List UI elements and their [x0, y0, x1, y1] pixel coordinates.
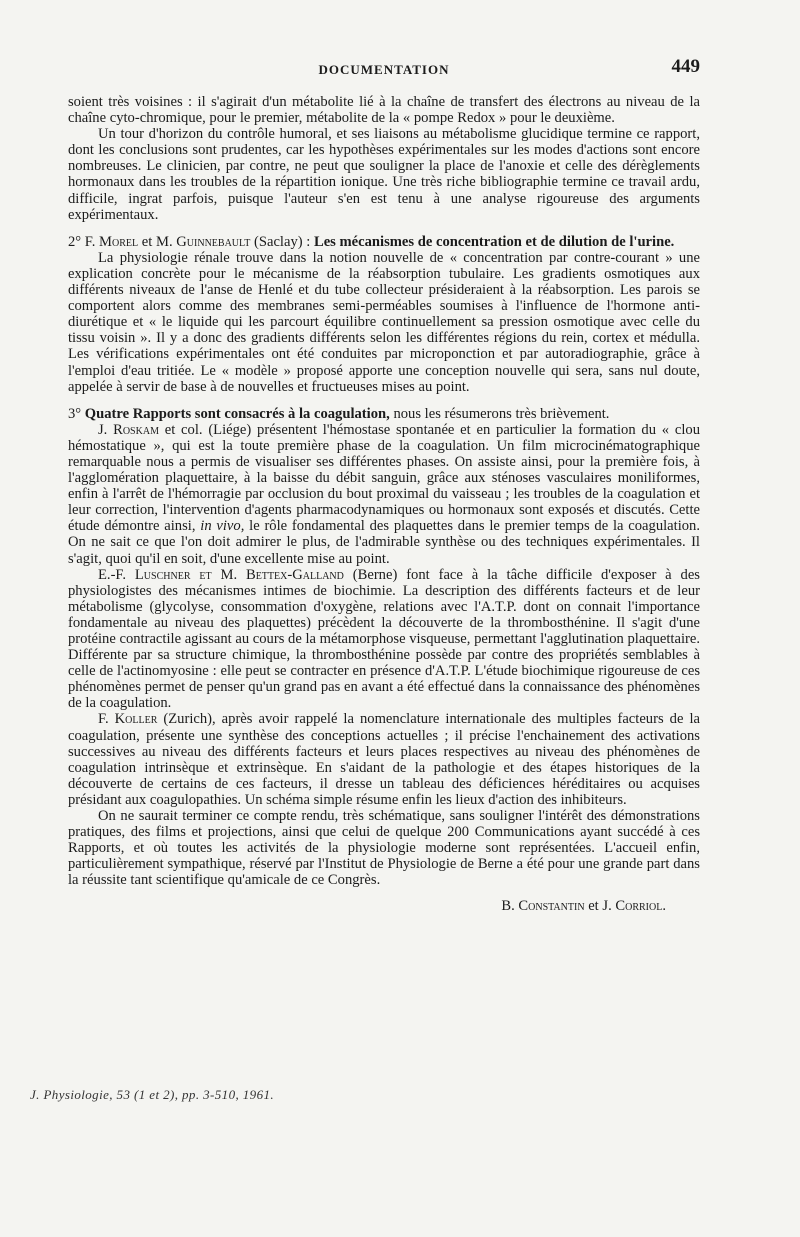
paragraph-humoral-control: Un tour d'horizon du contrôle humoral, et ses liaisons au métabolisme glucidique termine ce rapport, dont les conclusions sont prudentes, car les hypothèses expérimentales sur les modes d'actions sont encore nombreuses. Le clinicien, par contre, ne peut que souligner la place de l'anoxie et celle des dérèglements hormonaux dans les troubles de la répartition ionique. Une très riche bibliographie termine ce travail ardu, difficile, ingrat parfois, puisque l'auteur s'en est tenu à une analyse rigoureuse des arguments expérimentaux.: [68, 126, 700, 223]
author-name: F. Morel: [84, 233, 139, 250]
paragraph-continuation: soient très voisines : il s'agirait d'un métabolite lié à la chaîne de transfert des électrons au niveau de la chaîne cyto-chromique, pour le premier, métabolite de la « pompe Redox » pour le deuxième.: [68, 94, 700, 127]
section-heading-3: [68, 406, 700, 422]
section-heading-2: 2° F. Morel et M. Guinnebault (Saclay) : Les mécanismes de concentration et de dilution de l'urine.: [68, 233, 675, 250]
running-header: [68, 54, 700, 94]
author-name: F. Koller: [98, 711, 158, 728]
journal-reference: J. Physiologie, 53 (1 et 2), pp. 3-510, 1961.: [30, 1087, 275, 1102]
section-number: 3°: [68, 405, 82, 422]
paragraph-roskam: J. Roskam et col. (Liége) présentent l'hémostase spontanée et en particulier la formation du « clou hémostatique », qui est la toute première phase de la coagulation. Un film microcinématographique remarquable nous a permis de visualiser ses différentes phases. On assiste ainsi, pour la première fois, à l'agglomération plaquettaire, à la baisse du débit sanguin, grâce aux sténoses vasculaires moniliformes, enfin à l'arrêt de l'hémorragie par occlusion du bout proximal du vaisseau ; les troubles de la coagulation et leur correction, l'intervention d'agents pharmacodynamiques ou hormonaux sont exposés et discutés. Cette étude démontre ainsi, in vivo, le rôle fondamental des plaquettes dans le premier temps de la coagulation. On ne sait ce que l'on doit admirer le plus, de l'admirable synthèse ou des techniques expérimentales. Il s'agit, quoi qu'il en soit, d'une excellente mise au point.: [68, 421, 700, 567]
section-number: 2°: [68, 233, 82, 250]
paragraph-koller: F. Koller (Zurich), après avoir rappelé la nomenclature internationale des multiples facteurs de la coagulation, présente une synthèse des conceptions actuelles ; il précise l'enchainement des activations successives au niveau des différents facteurs et leurs places respectives au niveau des phénomènes de coagulation intrinsèque et extrinsèque. En s'aidant de la pathologie et des étapes historiques de la découverte de certains de ces facteurs, il dresse un tableau des déficiences héréditaires ou acquises présidant aux coagulopathies. Un schéma simple résume enfin les lieux d'action des inhibiteurs.: [68, 711, 700, 808]
paragraph-conclusion: On ne saurait terminer ce compte rendu, très schématique, sans souligner l'intérêt des démonstrations pratiques, des films et projections, ainsi que celui de quelque 200 Communications ayant succédé à ces Rapports, et où toutes les activités de la physiologie moderne sont représentées. L'accueil enfin, particulièrement sympathique, réservé par l'Institut de Physiologie de Berne a été pour une grande part dans la réussite tant scientifique qu'amicale de ce Congrès.: [68, 808, 700, 889]
section-intro: nous les résumerons très brièvement.: [393, 405, 610, 422]
author-name: J. Roskam: [98, 421, 159, 438]
signature: B. Constantin et J. Corriol.: [501, 897, 666, 914]
paragraph-renal-physiology: La physiologie rénale trouve dans la notion nouvelle de « concentration par contre-courant » une explication concrète pour le mécanisme de la réabsorption tubulaire. Les gradients osmotiques aux différents niveaux de l'anse de Henlé et du tube collecteur présideraient à la réabsorption. Les parois se comportent alors comme des membranes semi-perméables soumises à l'influence de l'hormone anti-diurétique et « le liquide qui les parcourt équilibre continuellement sa pression osmotique avec celle du tissu voisin ». Il y a donc des gradients différents selon les différentes régions du rein, cortex et médulla. Les vérifications expérimentales ont été conduites par microponction et par autoradiographie, grâce à l'emploi d'eau tritiée. Le « modèle » proposé apporte une conception nouvelle qui sera, sans nul doute, appelée à servir de base à de nouvelles et fructueuses mises au point.: [68, 249, 700, 395]
author-name: M. Guinnebault: [156, 233, 251, 250]
running-title: DOCUMENTATION: [318, 62, 450, 77]
document-page: [68, 54, 700, 915]
affiliation: (Saclay) :: [253, 233, 311, 250]
author-name: B. Constantin: [501, 897, 585, 914]
author-name: E.-F. Luschner et M. Bettex-Galland: [98, 566, 344, 583]
paragraph-luschner: E.-F. Luschner et M. Bettex-Galland (Berne) font face à la tâche difficile d'exposer à des physiologistes des mécanismes intimes de biochimie. La description des différents facteurs et de leur métabolisme (glycolyse, consommation d'oxygène, relations avec l'A.T.P. dont on connait l'importance fondamentale au niveau des plaquettes) précèdent la découverte de la thrombosthénine. Il s'agit d'une protéine contractile agissant au cours de la métamorphose visqueuse, permettant l'agglutination plaquettaire. Différente par sa structure chimique, la thrombosthénine possède par contre des propriétés semblables à celle de l'actinomyosine : elle peut se contracter en présence d'A.T.P. L'étude biochimique rigoureuse de ces phénomènes permet de penser qu'un grand pas en avant a été effectué dans la connaissance des phénomènes de la coagulation.: [68, 566, 700, 712]
page-number: 449: [671, 56, 700, 77]
section-title: Les mécanismes de concentration et de dilution de l'urine.: [313, 233, 675, 250]
section-title: Quatre Rapports sont consacrés à la coagulation,: [84, 405, 390, 422]
author-name: J. Corriol.: [602, 897, 666, 914]
